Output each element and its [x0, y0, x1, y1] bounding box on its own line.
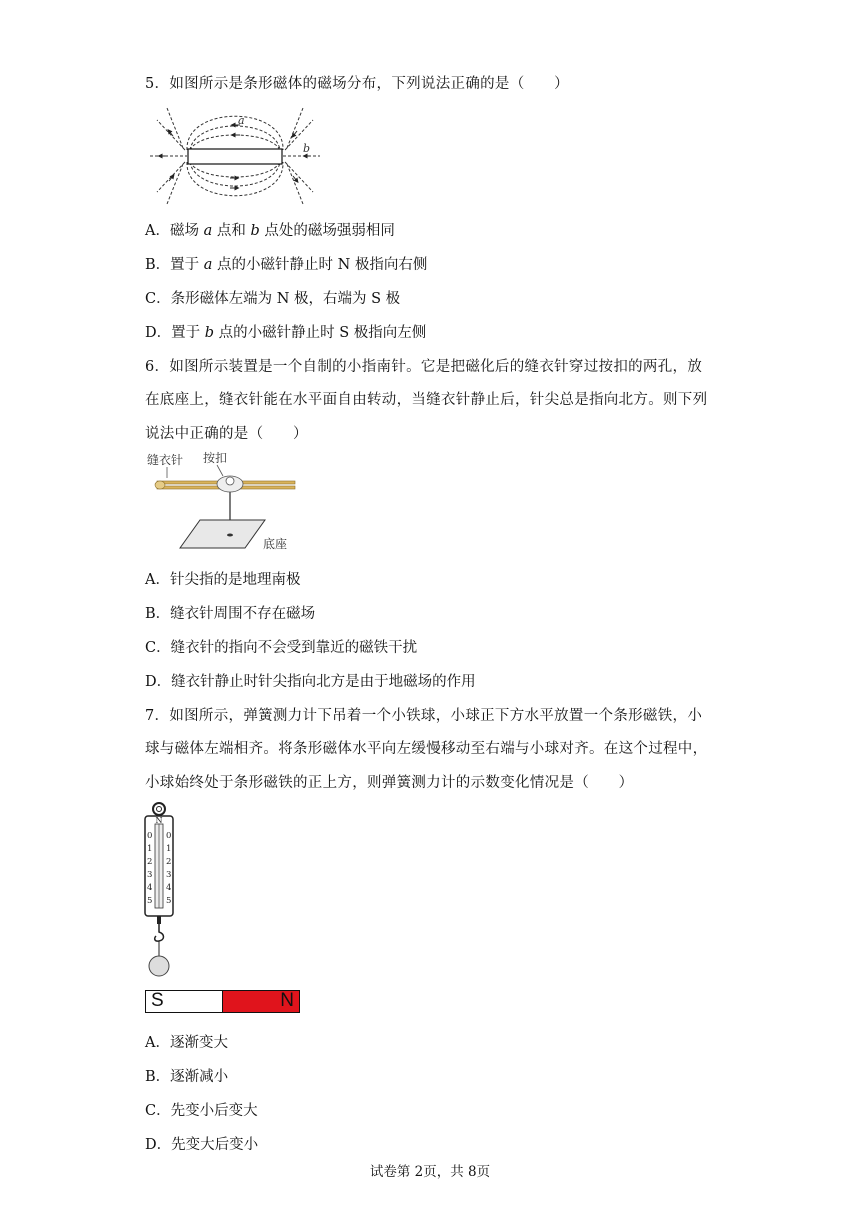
label-base: 底座 [263, 537, 288, 551]
q7-option-d[interactable]: D．先变大后变小 [145, 1137, 259, 1153]
label-button: 按扣 [203, 451, 228, 465]
magnet-north-pole: N [222, 991, 299, 1012]
tick-left-0: 0 [147, 831, 153, 841]
tick-left-1: 1 [147, 844, 153, 854]
q5-option-a[interactable] [145, 219, 395, 240]
tick-right-2: 2 [166, 857, 172, 867]
q7-option-c[interactable]: C．先变小后变大 [145, 1103, 258, 1119]
page-footer: 试卷第 2页，共 8页 [369, 1164, 491, 1180]
q6-option-b[interactable]: B．缝衣针周围不存在磁场 [145, 606, 316, 622]
q5-option-a-var1: a [203, 223, 213, 239]
scale-unit: N [155, 816, 163, 825]
q6-option-c[interactable]: C．缝衣针的指向不会受到靠近的磁铁干扰 [145, 640, 418, 656]
q5-option-b-var: a [203, 257, 213, 273]
compass-needle-figure [145, 448, 305, 554]
spring-scale-figure [140, 800, 180, 978]
q7-option-a[interactable]: A．逐渐变大 [145, 1035, 228, 1051]
tick-right-1: 1 [166, 844, 172, 854]
q5-option-a-var2: b [250, 223, 260, 239]
q5-option-d[interactable] [145, 321, 426, 342]
q5-option-d-var: b [204, 325, 215, 341]
q6-option-d[interactable]: D．缝衣针静止时针尖指向北方是由于地磁场的作用 [145, 674, 476, 690]
q5-stem: 5．如图所示是条形磁体的磁场分布，下列说法正确的是（ ） [145, 76, 569, 92]
q6-stem-line-3: 说法中正确的是（ ） [145, 426, 308, 442]
q5-option-c[interactable]: C．条形磁体左端为 N 极，右端为 S 极 [145, 291, 401, 307]
q6-stem-line-1: 6．如图所示装置是一个自制的小指南针。它是把磁化后的缝衣针穿过按扣的两孔，放 [145, 359, 703, 375]
tick-left-2: 2 [147, 857, 153, 867]
q5-option-b-text: B．置于 [145, 257, 204, 273]
q7-option-b[interactable]: B．逐渐减小 [145, 1069, 229, 1085]
q5-option-b[interactable] [145, 253, 427, 274]
tick-right-4: 4 [166, 883, 172, 893]
tick-left-4: 4 [147, 883, 153, 893]
label-a: a [238, 114, 245, 127]
bar-magnet [145, 990, 300, 1013]
q6-stem-line-2: 在底座上，缝衣针能在水平面自由转动，当缝衣针静止后，针尖总是指向北方。则下列 [145, 392, 708, 408]
tick-right-5: 5 [166, 896, 172, 906]
q5-option-a-text2: 点和 [212, 223, 251, 239]
q5-option-b-text2: 点的小磁针静止时 N 极指向右侧 [212, 257, 428, 273]
tick-right-0: 0 [166, 831, 172, 841]
q5-option-a-text3: 点处的磁场强弱相同 [259, 223, 395, 239]
q7-stem-line-1: 7．如图所示，弹簧测力计下吊着一个小铁球，小球正下方水平放置一个条形磁铁，小 [145, 708, 703, 724]
bar-magnet-field-figure [145, 100, 325, 210]
tick-right-3: 3 [166, 870, 172, 880]
q7-stem-line-3: 小球始终处于条形磁铁的正上方，则弹簧测力计的示数变化情况是（ ） [145, 775, 634, 791]
label-b: b [303, 142, 311, 155]
magnet-south-pole: S [146, 991, 222, 1012]
q5-option-a-text: A．磁场 [145, 223, 204, 239]
q6-option-a[interactable]: A．针尖指的是地理南极 [145, 572, 301, 588]
label-needle: 缝衣针 [147, 453, 184, 467]
q7-stem-line-2: 球与磁体左端相齐。将条形磁体水平向左缓慢移动至右端与小球对齐。在这个过程中， [145, 741, 708, 757]
tick-left-3: 3 [147, 870, 153, 880]
q5-option-d-text: D．置于 [145, 325, 205, 341]
tick-left-5: 5 [147, 896, 153, 906]
q5-option-d-text2: 点的小磁针静止时 S 极指向左侧 [214, 325, 427, 341]
